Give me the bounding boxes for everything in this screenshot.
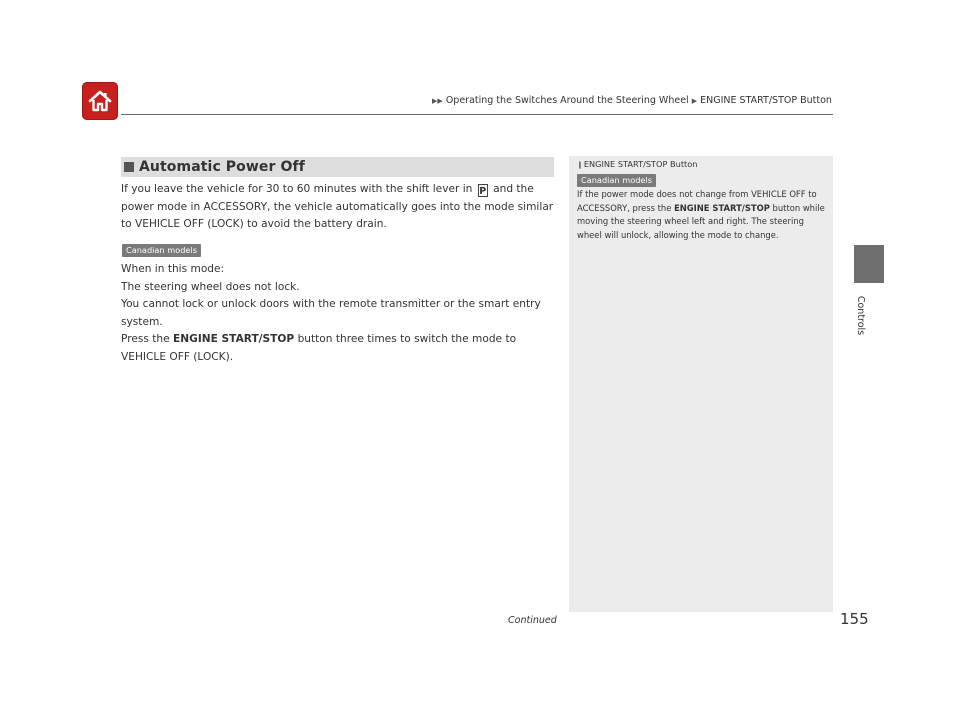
section-header bbox=[121, 157, 554, 177]
breadcrumb-current: ENGINE START/STOP Button bbox=[700, 95, 832, 106]
mode-line: When in this mode: bbox=[121, 263, 225, 275]
engine-button-name: ENGINE START/STOP bbox=[173, 333, 295, 345]
side-tab-label bbox=[853, 290, 869, 340]
mode-details bbox=[121, 261, 556, 366]
side-tab-label-text: Controls bbox=[855, 295, 867, 335]
reference-icon: ❙ bbox=[577, 161, 583, 169]
breadcrumb-arrow-icon: ▶▶ bbox=[432, 97, 443, 105]
section-title: Automatic Power Off bbox=[139, 159, 305, 175]
note-canadian-badge: Canadian models bbox=[577, 174, 656, 187]
side-note-panel bbox=[569, 156, 833, 612]
home-icon bbox=[87, 88, 113, 114]
note-title-text: ENGINE START/STOP Button bbox=[583, 159, 698, 169]
intro-text-end: and the power mode in ACCESSORY, the vehicle automatically goes into the mode similar to VEHICLE OFF (LOCK) to avoid the battery drain. bbox=[121, 183, 554, 230]
canadian-models-badge: Canadian models bbox=[122, 244, 201, 257]
remote-line: You cannot lock or unlock doors with the remote transmitter or the smart entry system. bbox=[121, 298, 541, 328]
note-title bbox=[577, 159, 697, 169]
steering-line: The steering wheel does not lock. bbox=[121, 280, 300, 293]
press-line-start: Press the bbox=[121, 333, 170, 345]
intro-text bbox=[121, 181, 556, 234]
intro-text-start: If you leave the vehicle for 30 to 60 minutes with the shift lever in bbox=[121, 183, 473, 195]
note-text-start: If the power mode does not change from VEHICLE OFF to ACCESSORY, press the bbox=[577, 189, 817, 213]
breadcrumb bbox=[432, 95, 832, 106]
continued-label: Continued bbox=[508, 615, 557, 626]
page-number: 155 bbox=[840, 610, 869, 628]
header-divider bbox=[121, 114, 833, 115]
note-text bbox=[577, 188, 827, 242]
breadcrumb-arrow-icon: ▶ bbox=[691, 97, 698, 105]
section-square-icon bbox=[124, 162, 134, 172]
press-line bbox=[121, 331, 556, 366]
note-text-end: button while moving the steering wheel left and right. The steering wheel will unlock, allowing the mode to change. bbox=[577, 202, 825, 240]
note-engine-button-name: ENGINE START/STOP bbox=[674, 202, 770, 213]
home-button[interactable] bbox=[82, 82, 118, 120]
intro-paragraph bbox=[121, 181, 556, 234]
breadcrumb-link-switches[interactable]: Operating the Switches Around the Steering Wheel bbox=[445, 95, 689, 106]
side-tab-controls[interactable] bbox=[854, 245, 884, 283]
park-position-icon: P bbox=[479, 186, 487, 197]
press-line-end: button three times to switch the mode to VEHICLE OFF (LOCK). bbox=[121, 333, 517, 363]
